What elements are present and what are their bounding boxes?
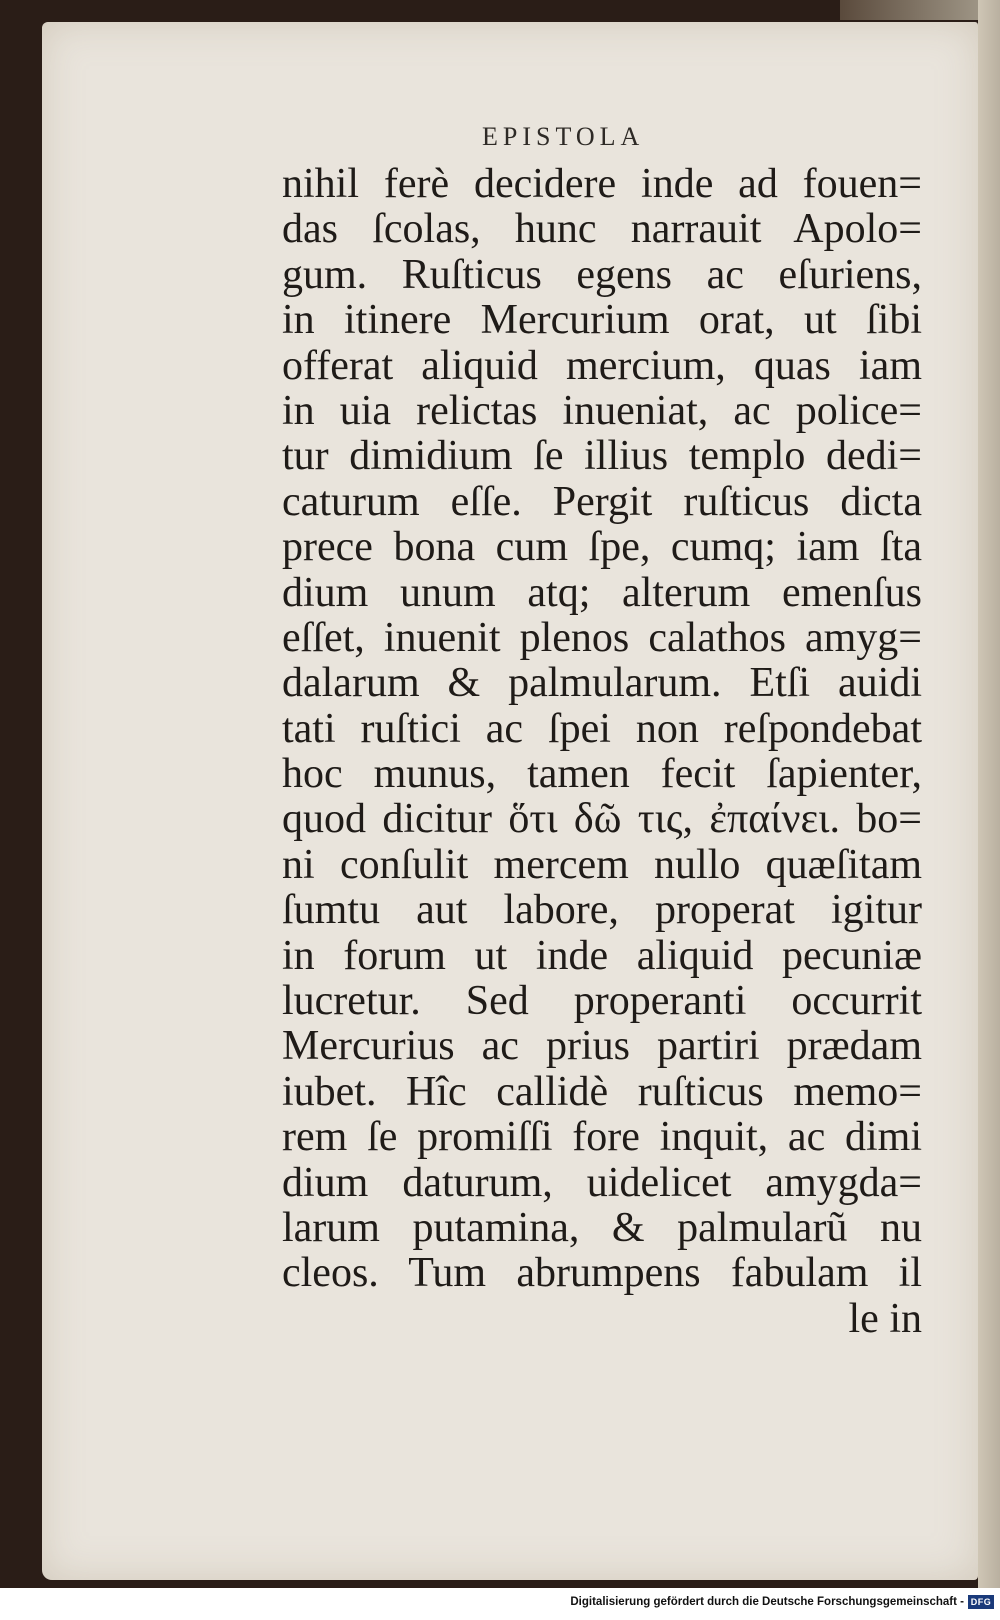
text-line: Mercurius ac prius partiri prædam bbox=[282, 1023, 922, 1070]
text-line: cleos. Tum abrumpens fabulam il bbox=[282, 1250, 922, 1297]
text-line: iubet. Hîc callidè ruſticus memo= bbox=[282, 1068, 922, 1115]
text-line: dalarum & palmularum. Etſi auidi bbox=[282, 660, 922, 707]
book-page bbox=[42, 22, 978, 1580]
text-line: rem ſe promiſſi fore inquit, ac dimi bbox=[282, 1114, 922, 1161]
text-line: das ſcolas, hunc narrauit Apolo= bbox=[282, 206, 922, 253]
text-line: in uia relictas inueniat, ac police= bbox=[282, 387, 922, 434]
text-line: larum putamina, & palmularũ nu bbox=[282, 1204, 922, 1251]
text-line: offerat aliquid mercium, quas iam bbox=[282, 342, 922, 389]
book-edge bbox=[978, 0, 1000, 1588]
catchword: le in bbox=[848, 1295, 922, 1342]
footer-bar bbox=[0, 1588, 1000, 1620]
scan-corner bbox=[840, 0, 1000, 20]
page-text bbox=[282, 162, 922, 1342]
text-line: quod dicitur ὅτι δῶ τις, ἐπαίνει. bo= bbox=[282, 796, 922, 843]
text-line: ni conſulit mercem nullo quæſitam bbox=[282, 841, 922, 888]
funding-credit: Digitalisierung gefördert durch die Deutsche Forschungsgemeinschaft - bbox=[570, 1596, 964, 1608]
text-line: in forum ut inde aliquid pecuniæ bbox=[282, 932, 922, 979]
text-line: in itinere Mercurium orat, ut ſibi bbox=[282, 297, 922, 344]
text-line: caturum eſſe. Pergit ruſticus dicta bbox=[282, 478, 922, 525]
text-line: tur dimidium ſe illius templo dedi= bbox=[282, 433, 922, 480]
text-line: tati ruſtici ac ſpei non reſpondebat bbox=[282, 705, 922, 752]
dfg-logo: DFG bbox=[968, 1595, 994, 1609]
text-line: eſſet, inuenit plenos calathos amyg= bbox=[282, 614, 922, 661]
text-line: dium unum atq; alterum emenſus bbox=[282, 569, 922, 616]
text-line: dium daturum, uidelicet amygda= bbox=[282, 1159, 922, 1206]
text-line: ſumtu aut labore, properat igitur bbox=[282, 887, 922, 934]
text-line: gum. Ruſticus egens ac eſuriens, bbox=[282, 251, 922, 298]
text-line: prece bona cum ſpe, cumq; iam ſta bbox=[282, 524, 922, 571]
text-line: nihil ferè decidere inde ad fouen= bbox=[282, 161, 922, 207]
text-line: lucretur. Sed properanti occurrit bbox=[282, 978, 922, 1025]
text-line: hoc munus, tamen fecit ſapienter, bbox=[282, 751, 922, 798]
running-head: EPISTOLA bbox=[482, 122, 645, 151]
